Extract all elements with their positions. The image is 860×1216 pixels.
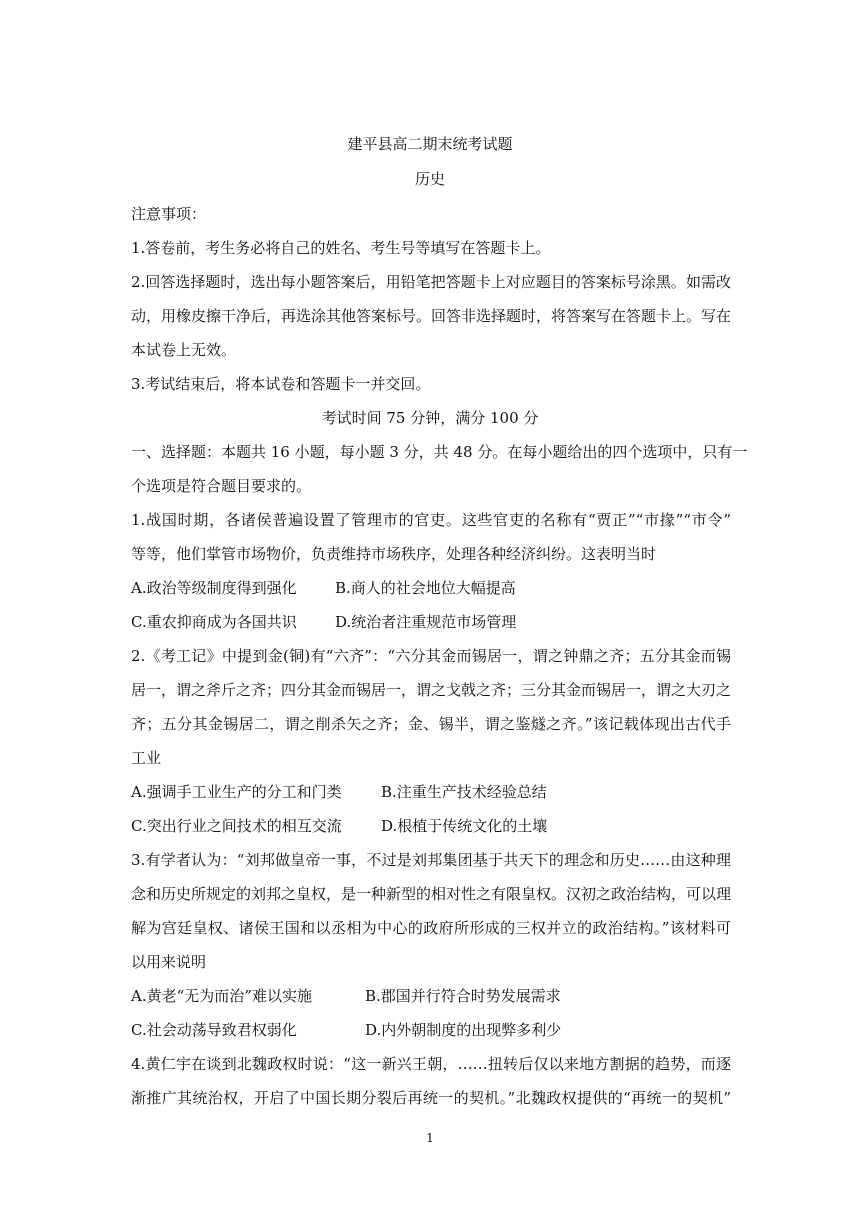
notice-item-3: 3.考试结束后，将本试卷和答题卡一并交回。 xyxy=(131,375,431,393)
exam-info: 考试时间 75 分钟，满分 100 分 xyxy=(321,409,539,427)
question-1-option-a: A.政治等级制度得到强化 xyxy=(131,579,297,597)
notice-item-1: 1.答卷前，考生务必将自己的姓名、考生号等填写在答题卡上。 xyxy=(131,239,551,257)
question-3-line-4: 以用来说明 xyxy=(131,953,207,971)
question-2-line-1: 2.《考工记》中提到金(铜)有“六齐”：“六分其金而锡居一，谓之钟鼎之齐；五分其金而锡 xyxy=(131,647,731,665)
question-2-option-d: D.根植于传统文化的土壤 xyxy=(381,817,548,835)
question-3-line-2: 念和历史所规定的刘邦之皇权，是一种新型的相对性之有限皇权。汉初之政治结构，可以理 xyxy=(131,885,732,903)
notice-item-2-line-3: 本试卷上无效。 xyxy=(131,341,237,359)
question-3-option-b: B.郡国并行符合时势发展需求 xyxy=(365,987,561,1005)
question-2-option-a: A.强调手工业生产的分工和门类 xyxy=(131,783,342,801)
question-2-line-4: 工业 xyxy=(131,749,162,767)
question-2-line-3: 齐；五分其金锡居二，谓之削杀矢之齐；金、锡半，谓之鉴燧之齐。”该记载体现出古代手 xyxy=(131,715,731,733)
question-3-line-3: 解为宫廷皇权、诸侯王国和以丞相为中心的政府所形成的三权并立的政治结构。”该材料可 xyxy=(131,919,731,937)
notice-heading: 注意事项： xyxy=(131,205,207,223)
question-2-line-2: 居一，谓之斧斤之齐；四分其金而锡居一，谓之戈戟之齐；三分其金而锡居一，谓之大刃之 xyxy=(131,681,732,699)
question-4-line-2: 渐推广其统治权，开启了中国长期分裂后再统一的契机。”北魏政权提供的“再统一的契机” xyxy=(131,1089,731,1107)
question-1-line-2: 等等，他们掌管市场物价，负责维持市场秩序，处理各种经济纠纷。这表明当时 xyxy=(131,545,657,563)
question-1-option-b: B.商人的社会地位大幅提高 xyxy=(335,579,516,597)
exam-title: 建平县高二期末统考试题 xyxy=(347,135,513,153)
page-number: 1 xyxy=(426,1131,434,1145)
question-3-line-1: 3.有学者认为：“刘邦做皇帝一事，不过是刘邦集团基于共天下的理念和历史……由这种理 xyxy=(131,851,731,869)
notice-item-2-line-2: 动，用橡皮擦干净后，再选涂其他答案标号。回答非选择题时，将答案写在答题卡上。写在 xyxy=(131,307,732,325)
question-1-line-1: 1.战国时期，各诸侯普遍设置了管理市的官吏。这些官吏的名称有“贾正”“市掾”“市令” xyxy=(131,511,731,529)
question-3-option-c: C.社会动荡导致君权弱化 xyxy=(131,1021,297,1039)
section-1-line-2: 个选项是符合题目要求的。 xyxy=(131,477,312,495)
question-4-line-1: 4.黄仁宇在谈到北魏政权时说：“这一新兴王朝，……扭转后仅以来地方割据的趋势，而逐 xyxy=(131,1055,731,1073)
section-1-line-1: 一、选择题：本题共 16 小题，每小题 3 分，共 48 分。在每小题给出的四个选项中，只有一 xyxy=(131,443,748,461)
question-1-option-d: D.统治者注重规范市场管理 xyxy=(335,613,517,631)
notice-item-2-line-1: 2.回答选择题时，选出每小题答案后，用铅笔把答题卡上对应题目的答案标号涂黑。如需改 xyxy=(131,273,731,291)
question-1-option-c: C.重农抑商成为各国共识 xyxy=(131,613,297,631)
question-2-option-c: C.突出行业之间技术的相互交流 xyxy=(131,817,342,835)
question-3-option-a: A.黄老“无为而治”难以实施 xyxy=(131,987,312,1005)
question-3-option-d: D.内外朝制度的出现弊多利少 xyxy=(365,1021,562,1039)
subject-title: 历史 xyxy=(414,170,445,188)
question-2-option-b: B.注重生产技术经验总结 xyxy=(381,783,547,801)
